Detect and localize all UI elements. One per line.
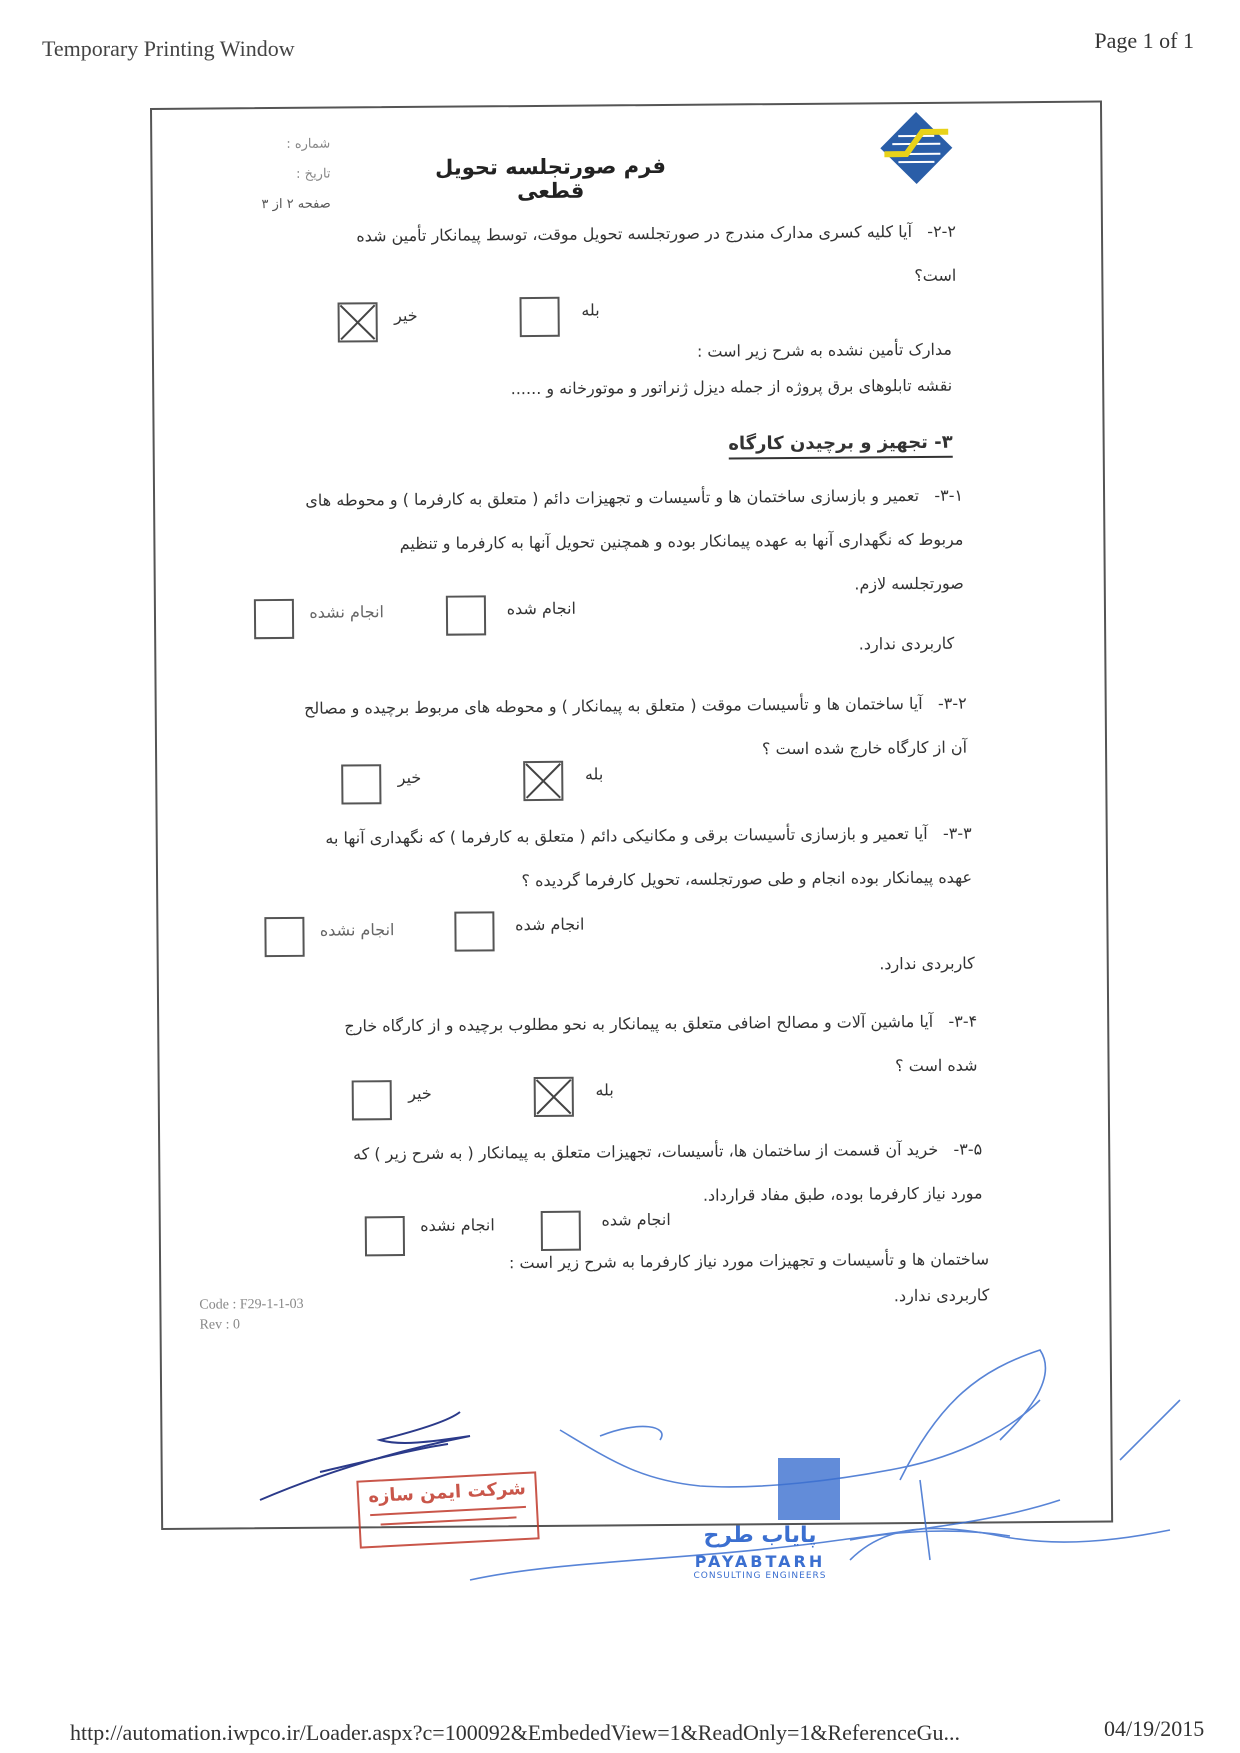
consultant-stamp-name-fa: پایاب طرح [703, 1523, 817, 1548]
window-title: Temporary Printing Window [42, 36, 295, 61]
footer-url: http://automation.iwpco.ir/Loader.aspx?c=100092&EmbededView=1&ReadOnly=1&ReferenceGu... [70, 1720, 961, 1745]
option-done-label: انجام شده [601, 1209, 671, 1230]
option-no-label: خیر [408, 1083, 432, 1104]
form-rev-text: Rev : 0 [199, 1317, 241, 1333]
question-text-cont: شده است ؟ [895, 1055, 978, 1076]
option-yes-label: بله [595, 1080, 614, 1100]
question-number: ۳-۳- [942, 823, 972, 843]
question-text: آیا ساختمان ها و تأسیسات موقت ( متعلق به پیمانکار ) و محوطه های مربوط برچیده و مصالح [303, 693, 923, 718]
footer-date: 04/19/2015 [1104, 1716, 1205, 1741]
question-text: آیا کلیه کسری مدارک مندرج در صورتجلسه تحویل موقت، توسط پیمانکار تأمین شده [356, 222, 913, 246]
consultant-stamp-name-en: PAYABTARH [694, 1552, 826, 1571]
missing-docs-label: مدارک تأمین نشده به شرح زیر است : [696, 339, 952, 361]
question-number: ۳-۴- [948, 1011, 978, 1031]
question-text: تعمیر و بازسازی ساختمان ها و تأسیسات و تجهیزات دائم ( متعلق به کارفرما ) و محوطه های [305, 485, 920, 510]
option-no-label: خیر [397, 767, 422, 788]
question-number: ۳-۱- [934, 485, 964, 505]
question-number: ۳-۵- [953, 1139, 983, 1159]
question-text: آیا ماشین آلات و مصالح اضافی متعلق به پیمانکار به نحو مطلوب برچیده و از کارگاه خارج [344, 1011, 934, 1036]
question-number: ۲-۲- [927, 221, 957, 241]
question-number: ۳-۲- [937, 693, 967, 713]
date-label: تاریخ : [296, 166, 331, 182]
consultant-signature [470, 1350, 1180, 1580]
not-applicable-note: کاربردی ندارد. [893, 1285, 990, 1306]
question-text: خرید آن قسمت از ساختمان ها، تأسیسات، تجهیزات متعلق به پیمانکار ( به شرح زیر ) که [352, 1139, 939, 1164]
form-code-text: Code : F29-1-1-03 [199, 1296, 304, 1313]
option-no-label: خیر [394, 305, 418, 326]
consultant-stamp-sub: CONSULTING ENGINEERS [693, 1571, 827, 1581]
question-text-cont: صورتجلسه لازم. [854, 573, 964, 594]
page-indicator: Page 1 of 1 [1094, 28, 1194, 53]
question-text-cont: است؟ [914, 265, 957, 286]
option-not-done-label: انجام نشده [420, 1215, 495, 1235]
section-3-heading: ۳- تجهیز و برچیدن کارگاه [728, 432, 953, 460]
option-done-label: انجام شده [506, 598, 577, 619]
contractor-stamp-name: شرکت ایمن سازه [367, 1477, 527, 1508]
option-yes-label: بله [584, 764, 604, 784]
number-label: شماره : [286, 136, 331, 152]
question-text-cont: مورد نیاز کارفرما بوده، طبق مفاد قرارداد. [702, 1183, 983, 1205]
option-done-label: انجام شده [515, 914, 585, 935]
question-text-cont: آن از کارگاه خارج شده است ؟ [761, 737, 968, 759]
contractor-signature [260, 1412, 470, 1500]
page-label: صفحه ۲ از ۳ [261, 196, 331, 213]
question-text-cont: عهده پیمانکار بوده انجام و طی صورتجلسه، تحویل کارفرما گردیده ؟ [521, 867, 973, 891]
required-items-label: ساختمان ها و تأسیسات و تجهیزات مورد نیاز کارفرما به شرح زیر است : [508, 1249, 990, 1273]
not-applicable-note: کاربردی ندارد. [858, 633, 955, 654]
question-text-cont: مربوط که نگهداری آنها به عهده پیمانکار بوده و همچنین تحویل آنها به کارفرما و تنظیم [399, 529, 964, 554]
form-title: فرم صورتجلسه تحویل قطعی [434, 153, 667, 204]
option-not-done-label: انجام نشده [319, 920, 395, 940]
option-yes-label: بله [581, 300, 600, 320]
missing-docs-text: نقشه تابلوهای برق پروژه از جمله دیزل ژنراتور و موتورخانه و ...... [510, 375, 953, 399]
not-applicable-note: کاربردی ندارد. [879, 953, 975, 974]
question-text: آیا تعمیر و بازسازی تأسیسات برقی و مکانیکی دائم ( متعلق به کارفرما ) که نگهداری آنها به [325, 823, 928, 848]
option-not-done-label: انجام نشده [309, 602, 385, 622]
